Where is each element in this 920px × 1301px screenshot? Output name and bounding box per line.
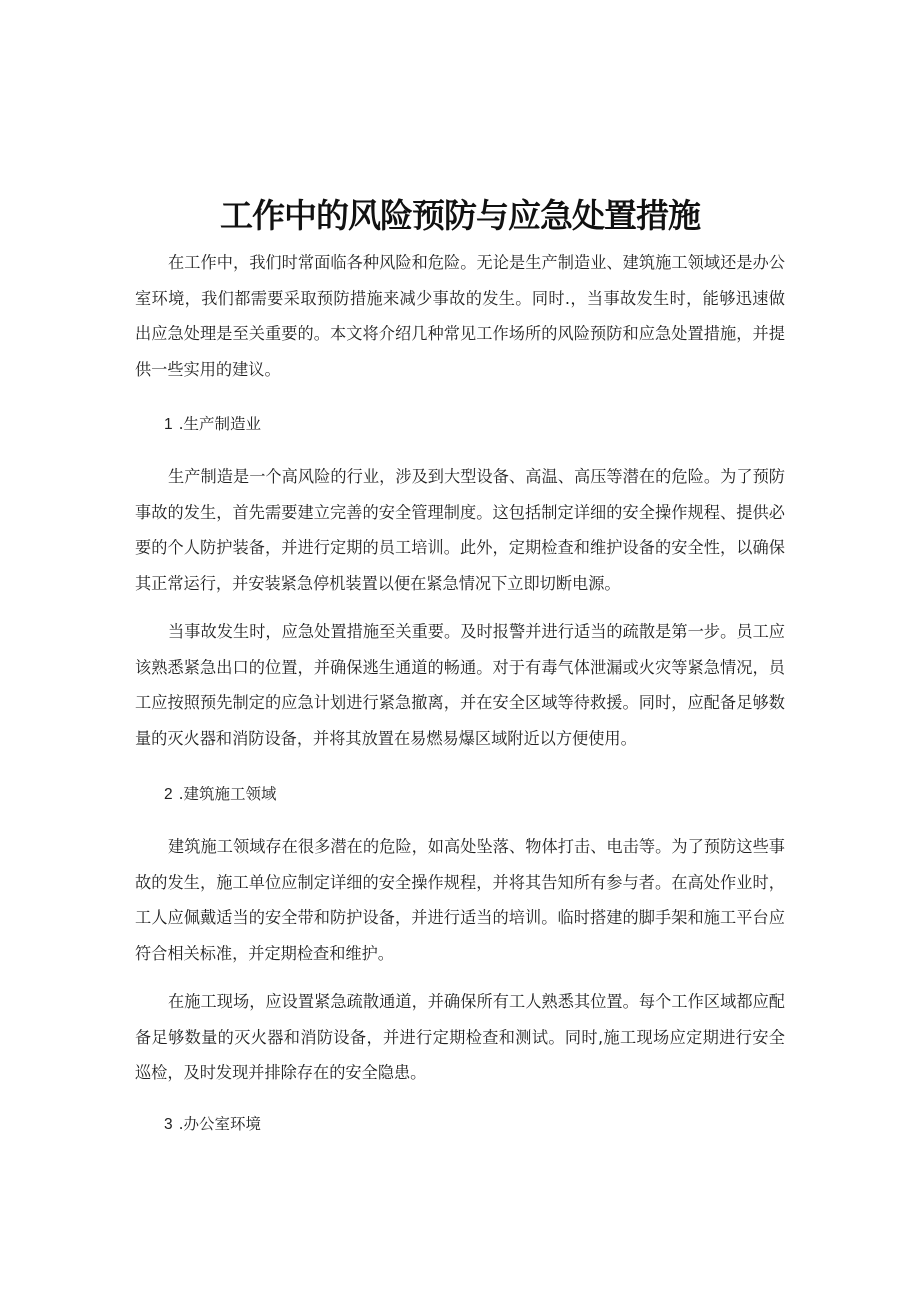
section-heading-2 [164,780,277,809]
section-1-paragraph-1: 生产制造是一个高风险的行业，涉及到大型设备、高温、高压等潜在的危险。为了预防事故的发生，首先需要建立完善的安全管理制度。这包括制定详细的安全操作规程、提供必要的个人防护装备，并进行定期的员工培训。此外，定期检查和维护设备的安全性，以确保其正常运行，并安装紧急停机装置以便在紧急情况下立即切断电源。 [135,467,785,593]
section-title: .生产制造业 [178,415,262,433]
section-title: .办公室环境 [178,1115,262,1133]
section-number: 2 [164,786,173,803]
section-number: 3 [164,1116,173,1133]
section-2-paragraph-1: 建筑施工领域存在很多潜在的危险，如高处坠落、物体打击、电击等。为了预防这些事故的发生，施工单位应制定详细的安全操作规程，并将其告知所有参与者。在高处作业时，工人应佩戴适当的安全带和防护设备，并进行适当的培训。临时搭建的脚手架和施工平台应符合相关标准，并定期检查和维护。 [135,837,785,963]
section-2-paragraph-2: 在施工现场，应设置紧急疏散通道，并确保所有工人熟悉其位置。每个工作区域都应配备足够数量的灭火器和消防设备，并进行定期检查和测试。同时,施工现场应定期进行安全巡检，及时发现并排除存在的安全隐患。 [135,992,785,1082]
page-title: 工作中的风险预防与应急处置措施 [220,196,700,236]
section-1-paragraph-2: 当事故发生时，应急处置措施至关重要。及时报警并进行适当的疏散是第一步。员工应该熟悉紧急出口的位置，并确保逃生通道的畅通。对于有毒气体泄漏或火灾等紧急情况，员工应按照预先制定的应急计划进行紧急撤离，并在安全区域等待救援。同时，应配备足够数量的灭火器和消防设备，并将其放置在易燃易爆区域附近以方便使用。 [135,622,785,748]
section-heading-1 [164,410,261,439]
section-number: 1 [164,416,173,433]
section-title: .建筑施工领域 [178,785,277,803]
section-heading-3 [164,1110,261,1139]
intro-paragraph: 在工作中，我们时常面临各种风险和危险。无论是生产制造业、建筑施工领域还是办公室环境，我们都需要采取预防措施来减少事故的发生。同时.，当事故发生时，能够迅速做出应急处理是至关重要的。本文将介绍几种常见工作场所的风险预防和应急处置措施，并提供一些实用的建议。 [135,253,785,379]
